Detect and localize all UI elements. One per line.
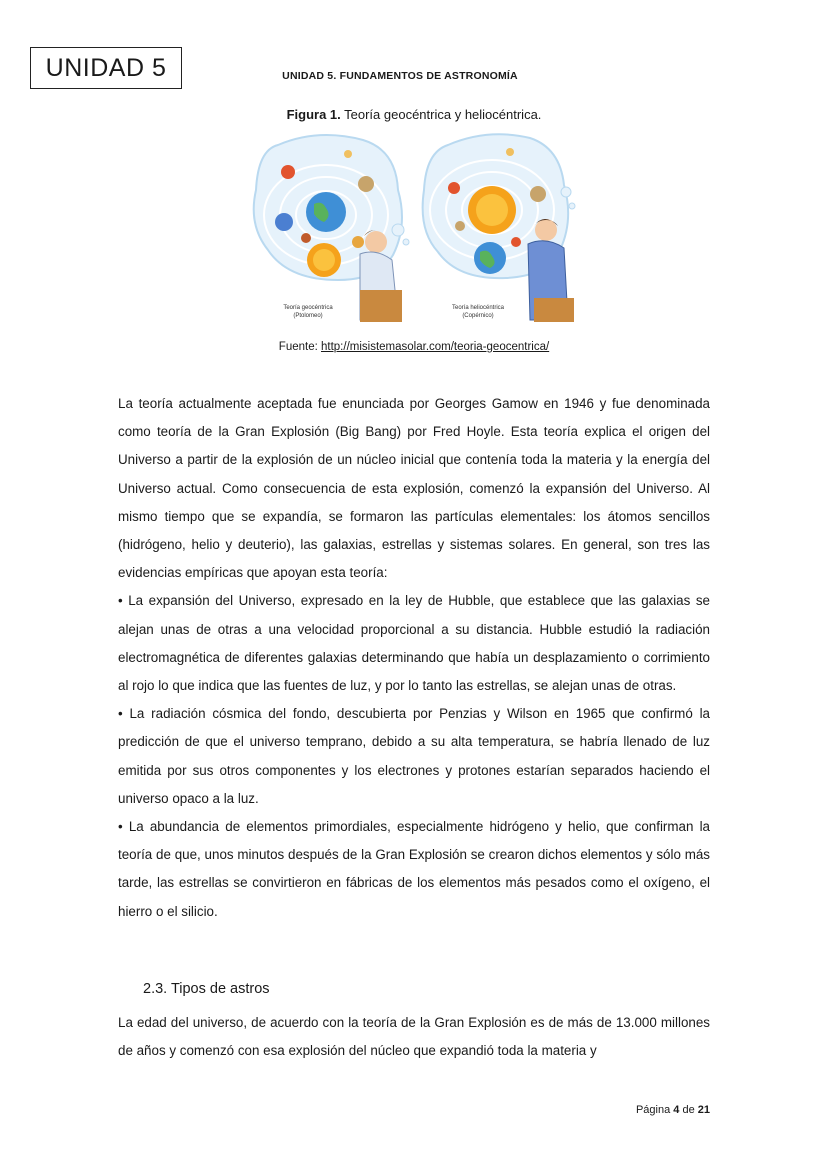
solar-system-illustration bbox=[248, 130, 580, 330]
paragraph-hubble: • La expansión del Universo, expresado en la ley de Hubble, que establece que las galaxias se alejan unas de otras a una velocidad proporcional a su distancia. Hubble estudió la radiación electromagnética de diferentes galaxias determinando que había un desplazamiento o corrimiento al rojo lo que indica que las fuentes de luz, y por lo tanto las estrellas, se alejan unas de otras. bbox=[118, 593, 710, 694]
unit-label-box bbox=[30, 47, 182, 89]
figure-caption-text: Teoría geocéntrica y heliocéntrica. bbox=[340, 107, 542, 122]
geocentric-panel bbox=[254, 135, 409, 322]
page-word: Página bbox=[635, 1104, 674, 1116]
figure-caption-label: Figura 1. bbox=[286, 107, 341, 122]
unit-label: UNIDAD 5 bbox=[45, 54, 167, 82]
geocentric-label-line2: (Ptolomeo) bbox=[293, 313, 323, 319]
paragraph-primordial-elements: • La abundancia de elementos primordiales, especialmente hidrógeno y helio, que confirman la teoría de que, unos minutos después de la Gran Explosión se crearon dichos elementos y sólo más tarde, las estrellas se convirtieron en fábricas de los elementos más pesados como el oxígeno, el hierro o el silicio. bbox=[118, 819, 710, 919]
source-label: Fuente: bbox=[278, 341, 321, 353]
paragraph-cosmic-radiation: • La radiación cósmica del fondo, descubierta por Penzias y Wilson en 1965 que confirmó la predicción de que el universo temprano, debido a su alta temperatura, se habría llenado de luz emitida por sus otros componentes y los electrones y protones estarían separados haciendo el universo opaco a la luz. bbox=[118, 706, 710, 806]
of-word: de bbox=[679, 1104, 698, 1116]
figure-caption bbox=[0, 107, 828, 122]
page-number: 4 bbox=[673, 1104, 680, 1116]
section-paragraph: La edad del universo, de acuerdo con la teoría de la Gran Explosión es de más de 13.000 millones de años y comenzó con esa explosión del núcleo que expandió toda la materia y bbox=[118, 1015, 710, 1059]
figure-source bbox=[0, 341, 828, 353]
heliocentric-label-line1: Teoría heliocéntrica bbox=[451, 305, 505, 311]
geocentric-label-line1: Teoría geocéntrica bbox=[283, 305, 333, 311]
source-link[interactable]: http://misistemasolar.com/teoria-geocentrica/ bbox=[321, 341, 550, 353]
page-footer bbox=[636, 1104, 710, 1116]
section-title: 2.3. Tipos de astros bbox=[143, 981, 270, 997]
heliocentric-label bbox=[428, 304, 528, 320]
heliocentric-panel bbox=[423, 134, 575, 322]
figure-illustration bbox=[248, 130, 580, 330]
geocentric-label bbox=[258, 304, 358, 320]
paragraph-big-bang: La teoría actualmente aceptada fue enunciada por Georges Gamow en 1946 y fue denominada como teoría de la Gran Explosión (Big Bang) por Fred Hoyle. Esta teoría explica el origen del Universo a partir de la explosión de un núcleo inicial que contenía toda la materia y la energía del Universo actual. Como consecuencia de esta explosión, comenzó la expansión del Universo. Al mismo tiempo que se expandía, se formaron las partículas elementales: los átomos sencillos (hidrógeno, helio y deuterio), las galaxias, estrellas y sistemas solares. En general, son tres las evidencias empíricas que apoyan esta teoría: bbox=[118, 396, 710, 581]
total-pages: 21 bbox=[697, 1104, 710, 1116]
heliocentric-label-line2: (Copérnico) bbox=[462, 313, 494, 319]
body-text bbox=[118, 390, 710, 926]
document-header-title: UNIDAD 5. FUNDAMENTOS DE ASTRONOMÍA bbox=[282, 70, 518, 82]
